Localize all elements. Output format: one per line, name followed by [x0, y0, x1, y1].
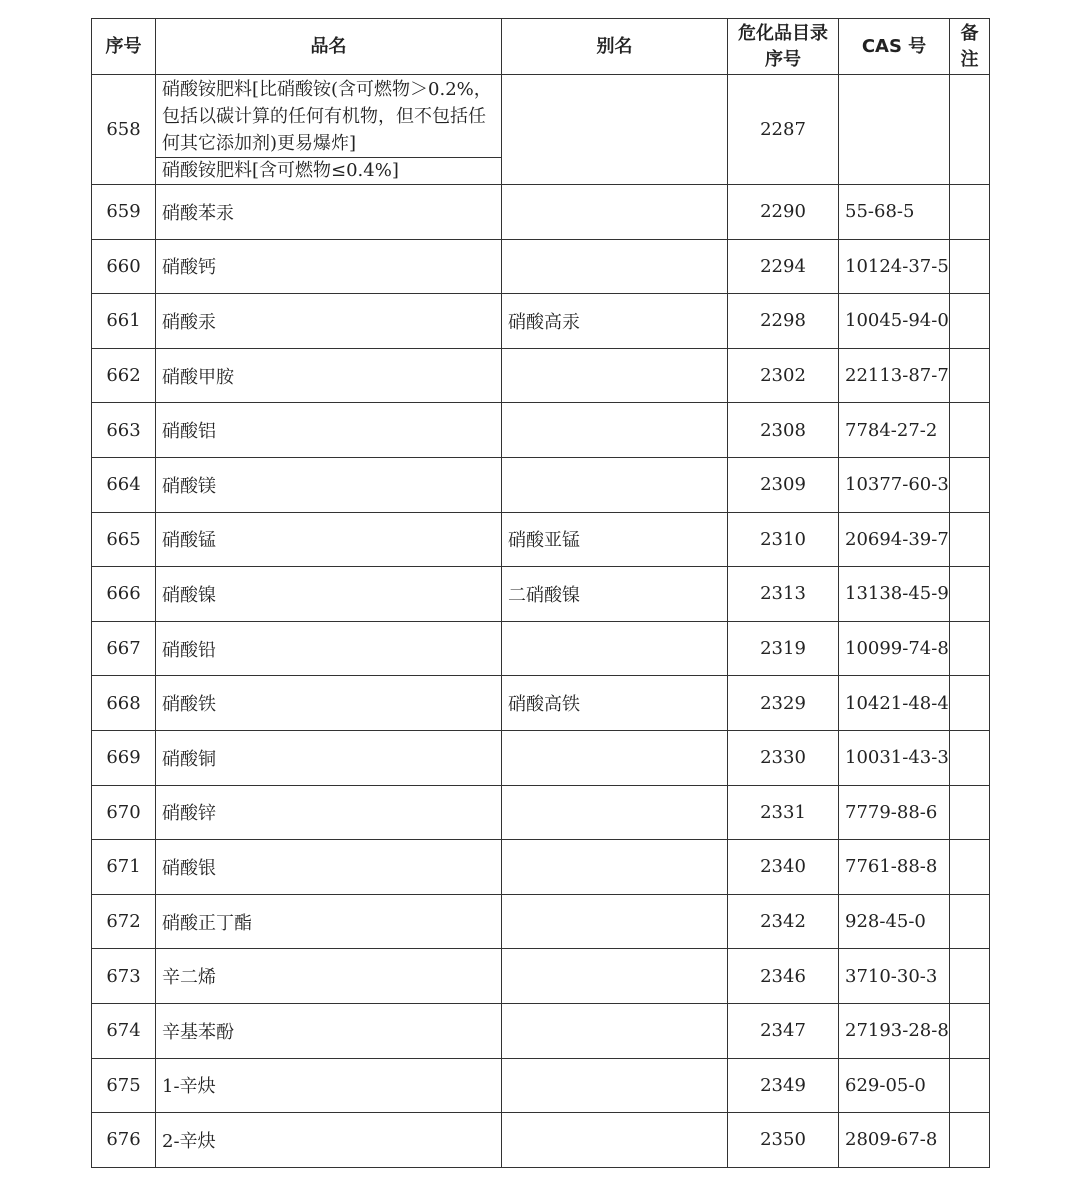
name-cell: 硝酸铝 — [156, 403, 502, 458]
alias-cell — [502, 785, 728, 840]
catalog-cell: 2349 — [728, 1058, 839, 1113]
table-row — [92, 621, 990, 676]
catalog-cell: 2290 — [728, 185, 839, 240]
table-row — [92, 894, 990, 949]
catalog-cell: 2309 — [728, 457, 839, 512]
alias-cell — [502, 1003, 728, 1058]
table-row — [92, 840, 990, 895]
name-cell: 硝酸镍 — [156, 567, 502, 622]
header-catalog-line2: 序号 — [765, 48, 801, 70]
catalog-cell: 2340 — [728, 840, 839, 895]
name-cell: 硝酸锰 — [156, 512, 502, 567]
seq-cell: 659 — [92, 185, 156, 240]
cas-cell: 3710-30-3 — [839, 949, 950, 1004]
cas-cell: 10099-74-8 — [839, 621, 950, 676]
alias-cell: 硝酸亚锰 — [502, 512, 728, 567]
alias-cell — [502, 239, 728, 294]
header-catalog — [728, 19, 839, 75]
note-cell — [950, 348, 990, 403]
name-cell: 硝酸铅 — [156, 621, 502, 676]
cas-cell: 7761-88-8 — [839, 840, 950, 895]
seq-cell: 666 — [92, 567, 156, 622]
note-cell — [950, 75, 990, 185]
alias-cell — [502, 1058, 728, 1113]
name-cell: 硝酸钙 — [156, 239, 502, 294]
seq-cell: 665 — [92, 512, 156, 567]
seq-cell: 670 — [92, 785, 156, 840]
alias-cell — [502, 185, 728, 240]
catalog-cell: 2310 — [728, 512, 839, 567]
catalog-cell: 2350 — [728, 1113, 839, 1168]
table-row — [92, 1058, 990, 1113]
catalog-cell: 2342 — [728, 894, 839, 949]
note-cell — [950, 1113, 990, 1168]
alias-cell — [502, 730, 728, 785]
cas-cell: 10031-43-3 — [839, 730, 950, 785]
note-cell — [950, 403, 990, 458]
catalog-cell: 2308 — [728, 403, 839, 458]
note-cell — [950, 949, 990, 1004]
catalog-cell: 2330 — [728, 730, 839, 785]
table-row — [92, 1003, 990, 1058]
name-cell: 2-辛炔 — [156, 1113, 502, 1168]
cas-cell: 22113-87-7 — [839, 348, 950, 403]
table-row — [92, 730, 990, 785]
catalog-cell: 2302 — [728, 348, 839, 403]
table-row — [92, 348, 990, 403]
alias-cell — [502, 840, 728, 895]
seq-cell: 663 — [92, 403, 156, 458]
header-catalog-line1: 危化品目录 — [738, 22, 828, 44]
alias-cell — [502, 457, 728, 512]
seq-cell: 672 — [92, 894, 156, 949]
seq-cell: 661 — [92, 294, 156, 349]
seq-cell: 673 — [92, 949, 156, 1004]
header-note — [950, 19, 990, 75]
name-cell: 硝酸正丁酯 — [156, 894, 502, 949]
cas-cell: 10377-60-3 — [839, 457, 950, 512]
table-row — [92, 567, 990, 622]
cas-cell: 27193-28-8 — [839, 1003, 950, 1058]
alias-cell: 二硝酸镍 — [502, 567, 728, 622]
cas-cell: 928-45-0 — [839, 894, 950, 949]
table-row — [92, 457, 990, 512]
name-cell: 硝酸铜 — [156, 730, 502, 785]
seq-cell: 669 — [92, 730, 156, 785]
seq-cell: 662 — [92, 348, 156, 403]
table-row — [92, 239, 990, 294]
note-cell — [950, 567, 990, 622]
alias-cell: 硝酸高汞 — [502, 294, 728, 349]
catalog-cell: 2319 — [728, 621, 839, 676]
table-row — [92, 512, 990, 567]
name-cell: 硝酸银 — [156, 840, 502, 895]
catalog-cell: 2298 — [728, 294, 839, 349]
header-cas: CAS 号 — [839, 19, 950, 75]
catalog-cell: 2347 — [728, 1003, 839, 1058]
cas-cell: 7779-88-6 — [839, 785, 950, 840]
cas-cell: 10124-37-5 — [839, 239, 950, 294]
table-row — [92, 403, 990, 458]
alias-cell: 硝酸高铁 — [502, 676, 728, 731]
seq-cell: 671 — [92, 840, 156, 895]
name-cell: 1-辛炔 — [156, 1058, 502, 1113]
name-cell: 硝酸镁 — [156, 457, 502, 512]
note-cell — [950, 239, 990, 294]
name-cell: 硝酸甲胺 — [156, 348, 502, 403]
alias-cell — [502, 1113, 728, 1168]
name-cell: 硝酸锌 — [156, 785, 502, 840]
name-cell: 硝酸苯汞 — [156, 185, 502, 240]
table-row — [92, 949, 990, 1004]
table-row — [92, 785, 990, 840]
table-row — [92, 75, 990, 158]
name-cell: 辛基苯酚 — [156, 1003, 502, 1058]
name-cell: 硝酸铵肥料[含可燃物≤0.4%] — [156, 158, 502, 185]
table-row — [92, 294, 990, 349]
alias-cell — [502, 621, 728, 676]
note-cell — [950, 676, 990, 731]
cas-cell: 629-05-0 — [839, 1058, 950, 1113]
catalog-cell: 2287 — [728, 75, 839, 185]
seq-cell: 675 — [92, 1058, 156, 1113]
alias-cell — [502, 75, 728, 185]
alias-cell — [502, 949, 728, 1004]
header-name: 品名 — [156, 19, 502, 75]
seq-cell: 676 — [92, 1113, 156, 1168]
cas-cell: 7784-27-2 — [839, 403, 950, 458]
catalog-cell: 2313 — [728, 567, 839, 622]
note-cell — [950, 294, 990, 349]
header-note-line1: 备 — [960, 22, 979, 44]
cas-cell: 20694-39-7 — [839, 512, 950, 567]
note-cell — [950, 730, 990, 785]
seq-cell: 667 — [92, 621, 156, 676]
name-cell: 硝酸铁 — [156, 676, 502, 731]
cas-cell: 10421-48-4 — [839, 676, 950, 731]
name-cell: 硝酸汞 — [156, 294, 502, 349]
note-cell — [950, 840, 990, 895]
table-row — [92, 185, 990, 240]
note-cell — [950, 512, 990, 567]
note-cell — [950, 1058, 990, 1113]
note-cell — [950, 621, 990, 676]
seq-cell: 660 — [92, 239, 156, 294]
cas-cell: 55-68-5 — [839, 185, 950, 240]
seq-cell: 664 — [92, 457, 156, 512]
header-alias: 别名 — [502, 19, 728, 75]
alias-cell — [502, 403, 728, 458]
alias-cell — [502, 894, 728, 949]
catalog-cell: 2346 — [728, 949, 839, 1004]
seq-cell: 668 — [92, 676, 156, 731]
cas-cell — [839, 75, 950, 185]
catalog-cell: 2331 — [728, 785, 839, 840]
note-cell — [950, 185, 990, 240]
catalog-cell: 2294 — [728, 239, 839, 294]
chemical-table — [91, 18, 990, 1168]
cas-cell: 13138-45-9 — [839, 567, 950, 622]
alias-cell — [502, 348, 728, 403]
table-row — [92, 676, 990, 731]
header-note-line2: 注 — [960, 48, 979, 70]
table-row — [92, 1113, 990, 1168]
note-cell — [950, 785, 990, 840]
cas-cell: 10045-94-0 — [839, 294, 950, 349]
note-cell — [950, 894, 990, 949]
note-cell — [950, 457, 990, 512]
header-row — [92, 19, 990, 75]
name-cell: 硝酸铵肥料[比硝酸铵(含可燃物＞0.2%，包括以碳计算的任何有机物，但不包括任何其它添加剂)更易爆炸] — [156, 75, 502, 158]
header-seq: 序号 — [92, 19, 156, 75]
name-cell: 辛二烯 — [156, 949, 502, 1004]
seq-cell: 674 — [92, 1003, 156, 1058]
seq-cell: 658 — [92, 75, 156, 185]
cas-cell: 2809-67-8 — [839, 1113, 950, 1168]
catalog-cell: 2329 — [728, 676, 839, 731]
note-cell — [950, 1003, 990, 1058]
